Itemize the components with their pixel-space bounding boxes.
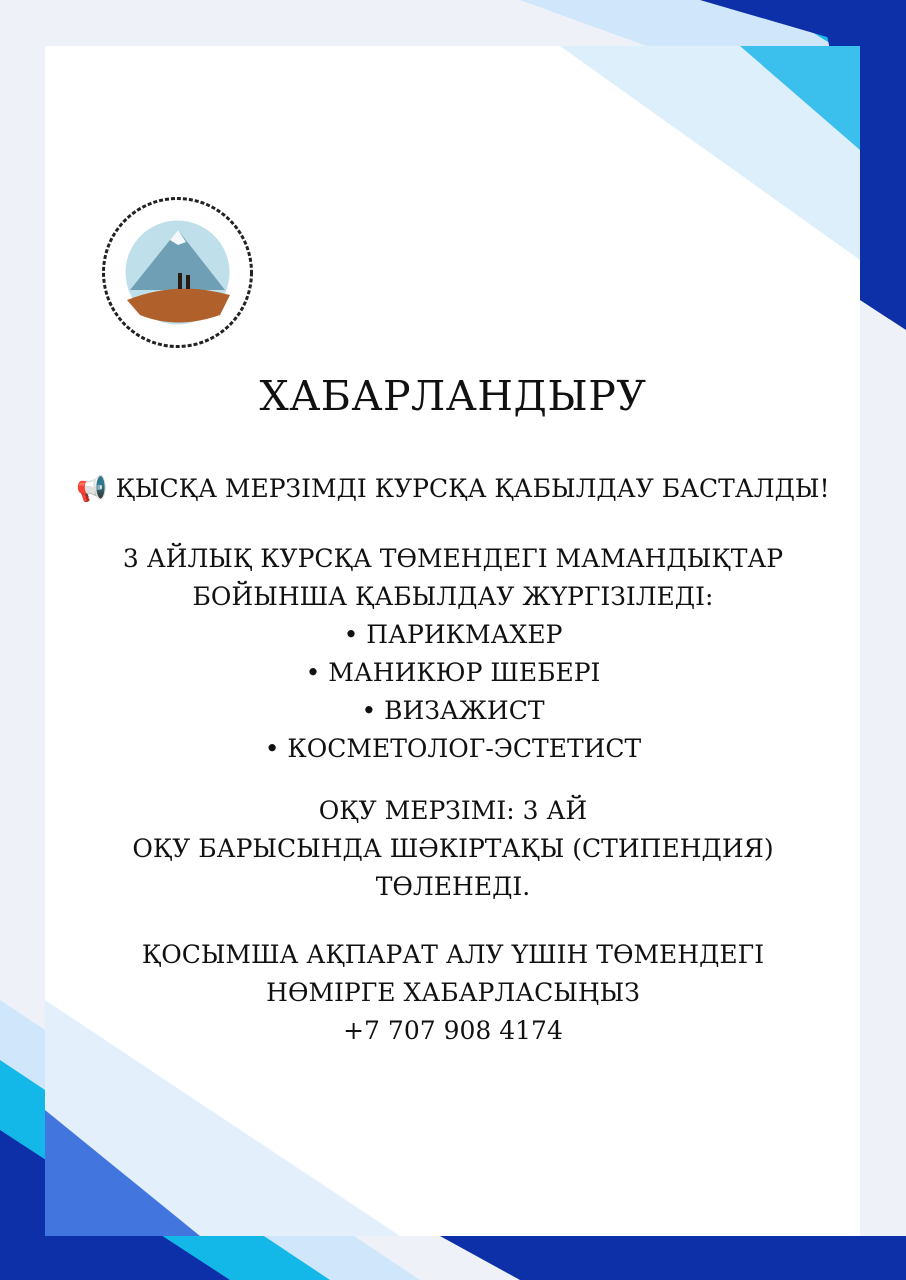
specialty-item: • МАНИКЮР ШЕБЕРІ	[305, 658, 601, 687]
headline-text: ҚЫСҚА МЕРЗІМДІ КУРСҚА ҚАБЫЛДАУ БАСТАЛДЫ!	[115, 474, 830, 503]
intro-line-2: БОЙЫНША ҚАБЫЛДАУ ЖҮРГІЗІЛЕДІ:	[192, 582, 714, 611]
duration-line-2: ОҚУ БАРЫСЫНДА ШӘКІРТАҚЫ (СТИПЕНДИЯ)	[132, 834, 774, 863]
specialty-item: • КОСМЕТОЛОГ-ЭСТЕТИСТ	[264, 734, 642, 763]
headline	[0, 470, 906, 508]
rakhat-district-logo	[100, 195, 255, 350]
specialty-item: • ПАРИКМАХЕР	[343, 620, 563, 649]
page-title: ХАБАРЛАНДЫРУ	[259, 372, 647, 420]
contact-line-1: ҚОСЫМША АҚПАРАТ АЛУ ҮШІН ТӨМЕНДЕГІ	[141, 940, 765, 969]
contact-line-2: НӨМІРГЕ ХАБАРЛАСЫҢЫЗ	[266, 978, 640, 1007]
intro-line-1: 3 АЙЛЫҚ КУРСҚА ТӨМЕНДЕГІ МАМАНДЫҚТАР	[122, 544, 784, 573]
duration-line-3: ТӨЛЕНЕДІ.	[375, 872, 531, 901]
megaphone-icon: 📢	[76, 474, 108, 503]
duration-line-1: ОҚУ МЕРЗІМІ: 3 АЙ	[318, 796, 588, 825]
phone-number: +7 707 908 4174	[343, 1016, 563, 1045]
specialty-item: • ВИЗАЖИСТ	[361, 696, 545, 725]
